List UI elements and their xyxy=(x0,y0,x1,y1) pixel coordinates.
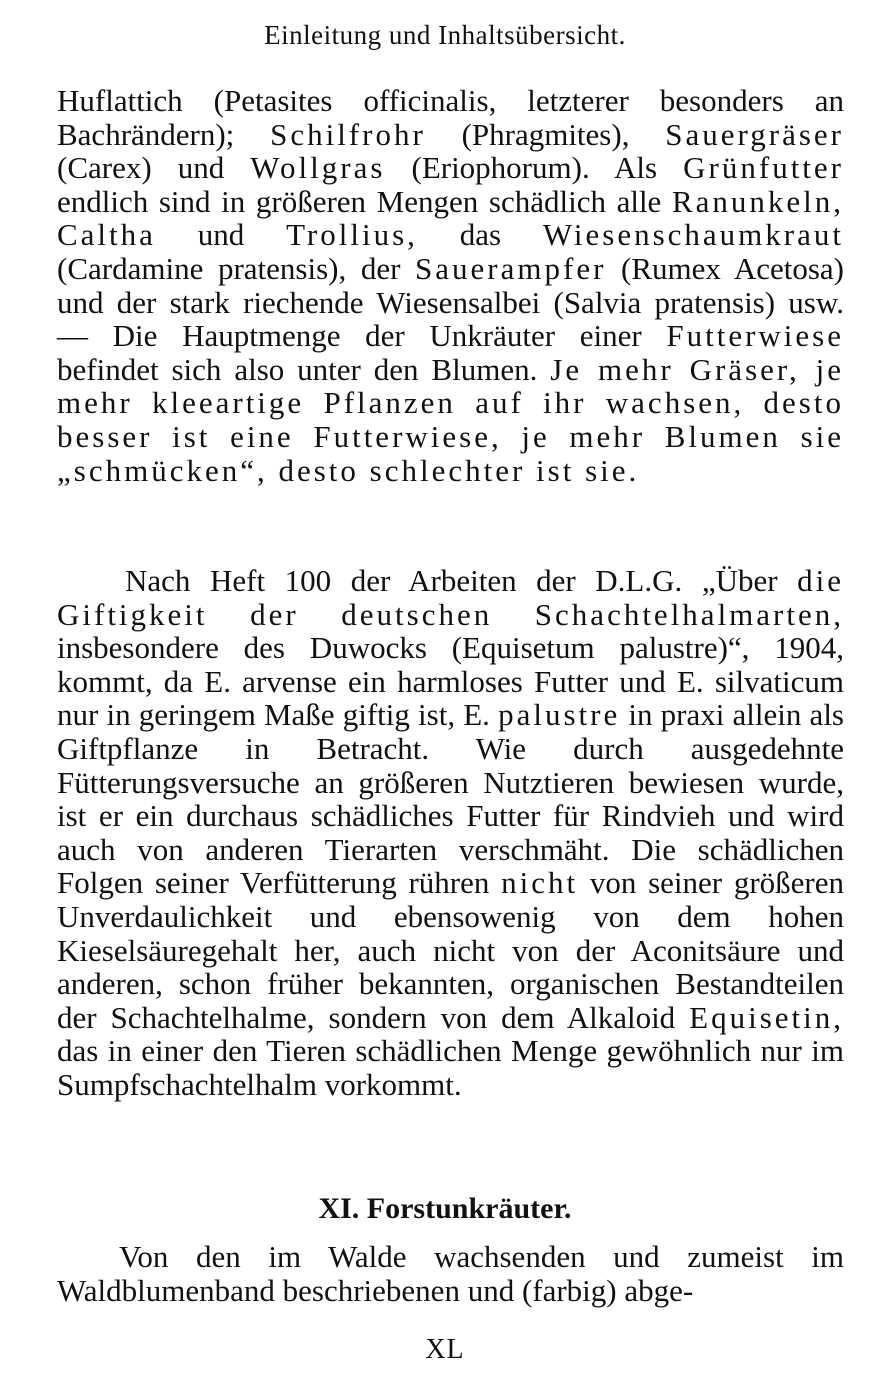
text-run: (Cardamine pratensis), der xyxy=(57,250,416,286)
spaced-emphasis: Sauerampfer xyxy=(415,250,607,286)
text-run: (Phragmites), xyxy=(425,116,666,152)
text-run: in praxi allein als Giftpflanze in Betracht. Wie durch ausgedehnte Fütterungsversuche an größeren Nutztieren bewiesen wurde, ist er ein durchaus schädliches Futter für Rindvieh und wird auch von anderen Tierarten verschmäht. Die schädlichen Folgen seiner Verfütterung rühren xyxy=(57,697,844,901)
paragraph-2 xyxy=(57,564,844,1102)
text-run: (Eriophorum). Als xyxy=(385,150,684,186)
spaced-emphasis: Schilfrohr xyxy=(270,116,426,152)
text-run: das in einer den Tieren schädlichen Menge gewöhnlich nur im Sumpfschachtelhalm vorkommt. xyxy=(57,1033,844,1102)
paragraph-3-text: Von den im Walde wachsenden und zumeist im Waldblumenband beschriebenen und (farbig) abge- xyxy=(57,1239,844,1308)
spaced-emphasis: Equisetin, xyxy=(689,999,844,1035)
spaced-emphasis: palustre xyxy=(498,697,621,733)
spaced-emphasis: Trollius, xyxy=(286,217,418,253)
paragraph-1-text xyxy=(57,84,844,487)
text-run: Nach Heft 100 der Arbeiten der D.L.G. „Über xyxy=(125,563,798,598)
text-run: insbesondere des Duwocks (Equisetum palustre)“, 1904, kommt, da E. arvense ein harmloses Futter und E. silvaticum nur in geringem Maße giftig ist, E. xyxy=(57,630,844,733)
spaced-emphasis: Je mehr Gräser, je mehr kleeartige Pflanzen auf ihr wachsen, desto besser ist eine Futterwiese, je mehr Blumen sie „schmücken“, desto schlechter ist sie. xyxy=(57,351,845,488)
text-run: (Rumex Acetosa) und der stark riechende Wiesensalbei (Salvia pratensis) usw. — Die Hauptmenge der Unkräuter einer xyxy=(57,250,844,354)
spaced-emphasis: Wollgras xyxy=(250,150,386,186)
paragraph-1 xyxy=(57,84,844,487)
running-head: Einleitung und Inhaltsübersicht. xyxy=(264,20,626,50)
spaced-emphasis: Wiesenschaumkraut xyxy=(542,217,844,253)
text-run: befindet sich also unter den Blumen. xyxy=(57,351,551,387)
spaced-emphasis: Sauergräser xyxy=(665,116,844,152)
paragraph-2-text xyxy=(57,564,844,1102)
text-run: (Carex) und xyxy=(57,150,251,186)
spaced-emphasis: nicht xyxy=(501,865,579,901)
page-number: XL xyxy=(425,1334,465,1365)
text-run: endlich sind in größeren Mengen schädlich alle xyxy=(57,183,672,219)
spaced-emphasis: die Giftigkeit der deutschen Schachtelhalmarten, xyxy=(57,563,844,632)
spaced-emphasis: Futterwiese xyxy=(666,318,844,354)
text-run: das xyxy=(417,217,543,253)
text-run: Huflattich (Petasites officinalis, letzterer besonders an Bachrändern); xyxy=(57,83,844,152)
text-run: und xyxy=(155,217,287,253)
paragraph-3 xyxy=(57,1240,844,1307)
section-heading: XI. Forstunkräuter. xyxy=(318,1192,572,1225)
spaced-emphasis: Grünfutter xyxy=(683,150,844,186)
text-run: von seiner größeren Unverdaulichkeit und ebensowenig von dem hohen Kieselsäuregehalt her, auch nicht von der Aconitsäure und anderen, schon früher bekannten, organischen Bestandteilen der Schachtelhalme, sondern von dem Alkaloid xyxy=(57,865,844,1035)
spaced-emphasis: Ranunkeln, Caltha xyxy=(57,183,844,253)
